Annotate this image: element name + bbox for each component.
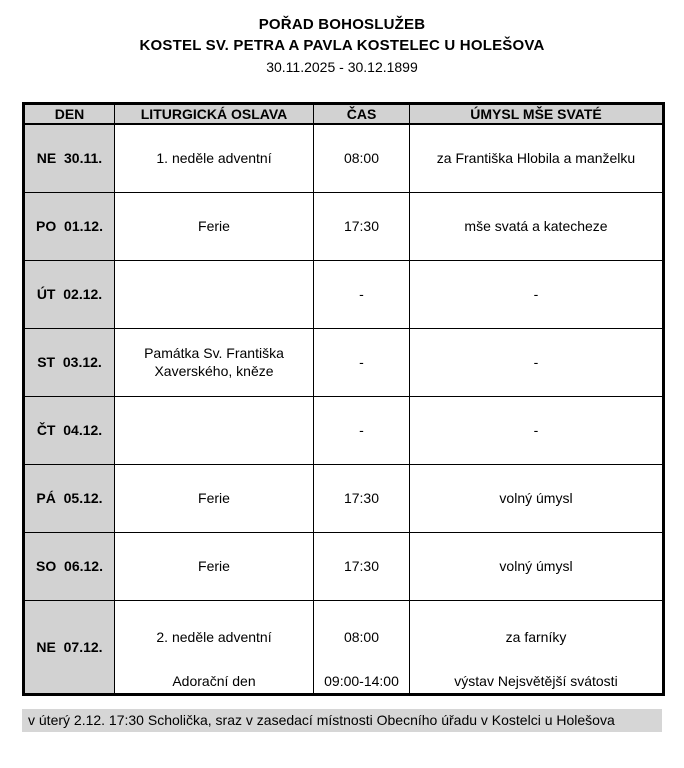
intention-cell: - (410, 328, 664, 396)
time-cell: 17:30 (314, 464, 410, 532)
table-row (24, 124, 664, 192)
intention-cell (410, 600, 664, 694)
day-cell: ČT 04.12. (24, 396, 115, 464)
table-row (24, 260, 664, 328)
day-cell: ÚT 02.12. (24, 260, 115, 328)
day-cell: PÁ 05.12. (24, 464, 115, 532)
time-cell: 08:00 (314, 124, 410, 192)
intention-cell: volný úmysl (410, 532, 664, 600)
church-name: KOSTEL SV. PETRA A PAVLA KOSTELEC U HOLEŠOVA (139, 37, 545, 54)
column-header-day: DEN (24, 104, 115, 125)
celebration-cell: Ferie (115, 192, 314, 260)
celebration-cell (115, 600, 314, 694)
table-row (24, 600, 664, 694)
celebration-cell (115, 396, 314, 464)
celebration-cell: Ferie (115, 464, 314, 532)
intention-cell: za Františka Hlobila a manželku (410, 124, 664, 192)
day-cell: NE 07.12. (24, 600, 115, 694)
table-header-row (24, 104, 664, 125)
day-cell: PO 01.12. (24, 192, 115, 260)
intention-main: za farníky (505, 629, 567, 645)
day-cell: NE 30.11. (24, 124, 115, 192)
document-heading (0, 14, 684, 78)
column-header-time: ČAS (314, 104, 410, 125)
table-row (24, 192, 664, 260)
services-table (22, 102, 665, 696)
column-header-celebration: LITURGICKÁ OSLAVA (115, 104, 314, 125)
footer-note: v úterý 2.12. 17:30 Scholička, sraz v zasedací místnosti Obecního úřadu v Kostelci u Holešova (22, 709, 662, 732)
intention-secondary: výstav Nejsvětější svátosti (454, 672, 618, 689)
celebration-cell: Ferie (115, 532, 314, 600)
celebration-cell: 1. neděle adventní (115, 124, 314, 192)
time-cell (314, 600, 410, 694)
table-row (24, 396, 664, 464)
time-cell: 17:30 (314, 532, 410, 600)
celebration-cell: Památka Sv. Františka Xaverského, kněze (115, 328, 314, 396)
time-cell: - (314, 396, 410, 464)
table-row (24, 464, 664, 532)
intention-cell: mše svatá a katecheze (410, 192, 664, 260)
page-title: POŘAD BOHOSLUŽEB (258, 16, 426, 33)
time-cell: 17:30 (314, 192, 410, 260)
celebration-secondary: Adorační den (172, 672, 256, 689)
celebration-cell (115, 260, 314, 328)
day-cell: SO 06.12. (24, 532, 115, 600)
intention-cell: - (410, 260, 664, 328)
column-header-intention: ÚMYSL MŠE SVATÉ (410, 104, 664, 125)
intention-cell: - (410, 396, 664, 464)
table-row (24, 532, 664, 600)
time-cell: - (314, 328, 410, 396)
time-main: 08:00 (343, 629, 380, 645)
celebration-main: 2. neděle adventní (156, 629, 272, 645)
day-cell: ST 03.12. (24, 328, 115, 396)
time-secondary: 09:00-14:00 (324, 672, 399, 689)
date-range: 30.11.2025 - 30.12.1899 (266, 59, 418, 75)
table-row (24, 328, 664, 396)
time-cell: - (314, 260, 410, 328)
intention-cell: volný úmysl (410, 464, 664, 532)
